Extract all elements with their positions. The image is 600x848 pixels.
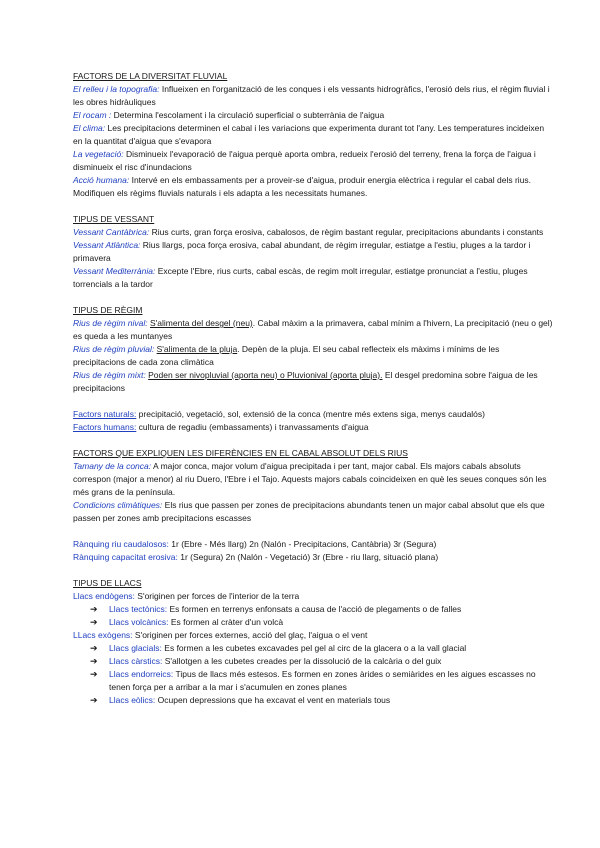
- paragraph: Vessant Atlàntica: Rius llargs, poca força erosiva, cabal abundant, de règim irregular, estiatge a l'estiu, pluges a la tardor i primavera: [73, 240, 531, 263]
- paragraph: Rànquing capacitat erosiva: 1r (Segura) 2n (Nalón - Vegetació) 3r (Ebre - riu llarg, situació plana): [73, 552, 439, 562]
- arrow-icon: ➔: [90, 643, 98, 653]
- paragraph: El rocam : Determina l'escolament i la circulació superficial o subterrània de l'aigua: [73, 110, 385, 120]
- paragraph: La vegetació: Disminueix l'evaporació de l'aigua perquè aporta ombra, redueix l'erosió del terreny, frena la força de l'aigua i disminueix el risc d'inundacions: [73, 149, 536, 172]
- arrow-icon: ➔: [90, 656, 98, 666]
- section-llacs: [73, 577, 553, 707]
- paragraph: Vessant Cantàbrica: Rius curts, gran força erosiva, cabalosos, de règim bastant regular, precipitacions abundants i constants: [73, 227, 544, 237]
- section-regim: [73, 304, 553, 395]
- arrow-icon: ➔: [90, 695, 98, 705]
- list-item: ➔ Llacs tectònics: Es formen en terrenys enfonsats a causa de l'acció de plegaments o de falles: [90, 604, 462, 614]
- arrow-icon: ➔: [90, 604, 98, 614]
- paragraph: Rius de règim nival: S'alimenta del desgel (neu). Cabal màxim a la primavera, cabal mínim a l'hivern, La precipitació (neu o gel) es queda a les muntanyes: [73, 318, 553, 341]
- paragraph: Acció humana: Intervé en els embassaments per a proveir-se d'aigua, produir energia elèctrica i regular el cabal dels rius. Modifiquen els règims fluvials naturals i els adapta a les necessitats humanes.: [73, 175, 532, 198]
- paragraph: Vessant Mediterrània: Excepte l'Ebre, rius curts, cabal escàs, de regim molt irregular, estiatge pronunciat a l'estiu, pluges torrencials a la tardor: [73, 266, 528, 289]
- section-heading: TIPUS DE VESSANT: [73, 214, 155, 224]
- section-vessant: [73, 213, 553, 291]
- paragraph: Rànquing riu caudalosos: 1r (Ebre - Més llarg) 2n (Nalón - Precipitacions, Cantàbria) 3r (Segura): [73, 539, 437, 549]
- section-factors-types: [73, 408, 553, 434]
- arrow-icon: ➔: [90, 669, 98, 679]
- paragraph: Llacs endògens: S'originen per forces de l'interior de la terra: [73, 591, 300, 601]
- section-factors: [73, 70, 553, 200]
- arrow-icon: ➔: [90, 617, 98, 627]
- section-ranquing: [73, 538, 553, 564]
- section-diferencies: [73, 447, 553, 525]
- paragraph: Condicions climàtiques: Els rius que passen per zones de precipitacions abundants tenen un major cabal absolut que els que passen per zones amb precipitacions escasses: [73, 500, 545, 523]
- document-content: [73, 70, 553, 720]
- list-item: ➔ Llacs càrstics: S'allotgen a les cubetes creades per la dissolució de la calcària o del guix: [90, 656, 442, 666]
- paragraph: Rius de règim pluvial: S'alimenta de la pluja. Depèn de la pluja. El seu cabal reflecteix els màxims i mínims de les precipitacions de cada zona climàtica: [73, 344, 500, 367]
- section-heading: TIPUS DE LLACS: [73, 578, 142, 588]
- list-item: ➔ Llacs volcànics: Es formen al cràter d'un volcà: [90, 617, 284, 627]
- list-item: ➔ Llacs glacials: Es formen a les cubetes excavades pel gel al circ de la glacera o a la vall glacial: [90, 643, 467, 653]
- section-heading: FACTORS QUE EXPLIQUEN LES DIFERÈNCIES EN EL CABAL ABSOLUT DELS RIUS: [73, 448, 408, 458]
- paragraph: LLacs exògens: S'originen per forces externes, acció del glaç, l'aigua o el vent: [73, 630, 368, 640]
- list-item: ➔ Llacs eòlics: Ocupen depressions que ha excavat el vent en materials tous: [90, 695, 391, 705]
- paragraph: El relleu i la topografia: Influeixen en l'organització de les conques i els vessants hidrogràfics, l'erosió dels rius, el règim fluvial i les obres hidràuliques: [73, 84, 550, 107]
- paragraph: Tamany de la conca: A major conca, major volum d'aigua precipitada i per tant, major cabal. Els majors cabals absoluts correspon (major a menor) al riu Duero, l'Ebre i el Tajo. Aquests majors cabals coincideixen en què les seues conques són les més grans de la península.: [73, 461, 547, 497]
- paragraph: El clima: Les precipitacions determinen el cabal i les variacions que experimenta durant tot l'any. Les temperatures incideixen en la quantitat d'aigua que s'evapora: [73, 123, 545, 146]
- section-heading: FACTORS DE LA DIVERSITAT FLUVIAL: [73, 71, 228, 81]
- section-heading: TIPUS DE RÈGIM: [73, 305, 143, 315]
- paragraph: Factors humans: cultura de regadiu (embassaments) i tranvassaments d'aigua: [73, 422, 369, 432]
- list-item: ➔ Llacs endorreics: Tipus de llacs més estesos. Es formen en zones àrides o semiàrides en les aigues escasses no tenen força per a arribar a la mar i s'acumulen en zones planes: [90, 669, 536, 692]
- paragraph: Rius de règim mixt: Poden ser nivopluvial (aporta neu) o Pluvionival (aporta pluja). El desgel predomina sobre l'aigua de les precipitacions: [73, 370, 538, 393]
- paragraph: Factors naturals: precipitació, vegetació, sol, extensió de la conca (mentre més extens siga, menys caudalós): [73, 409, 485, 419]
